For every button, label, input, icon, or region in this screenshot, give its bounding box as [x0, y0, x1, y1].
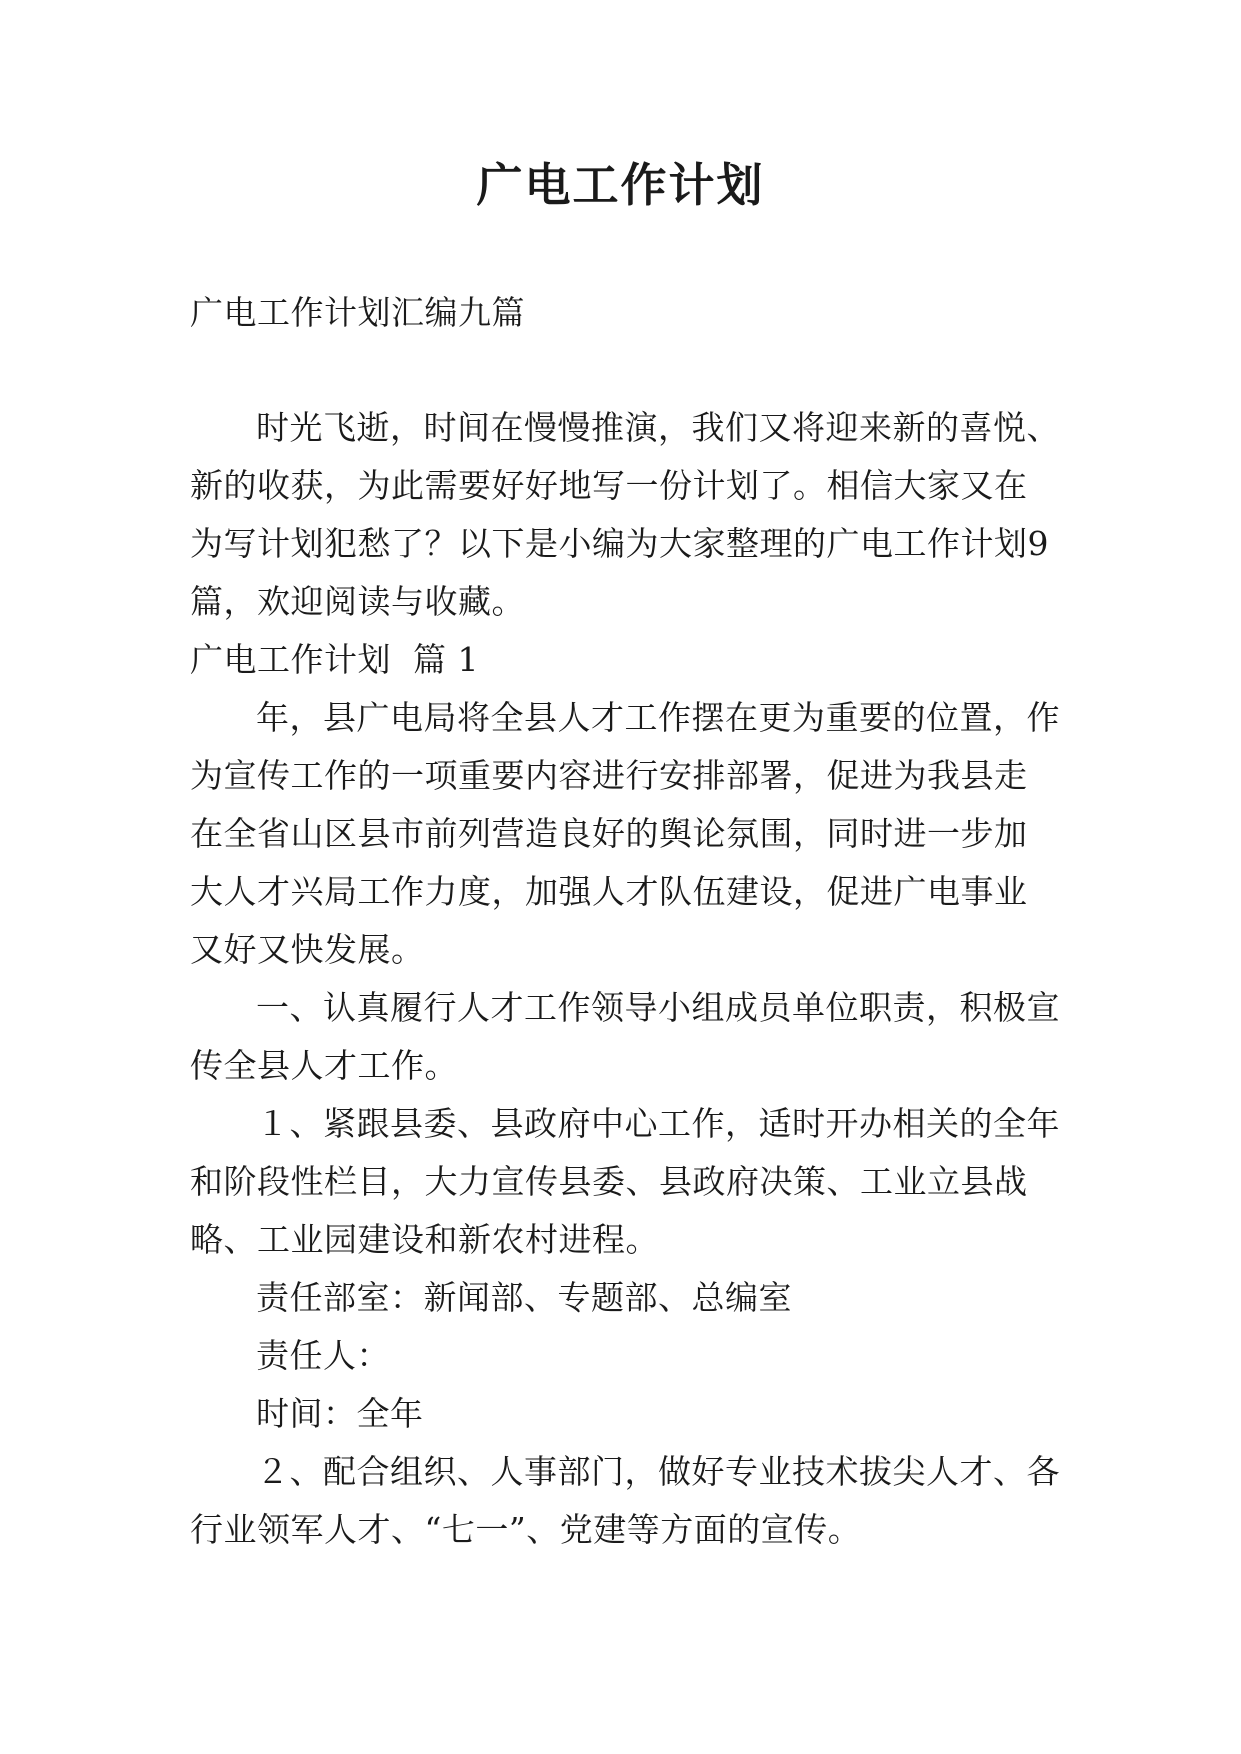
section-heading: 广电工作计划 篇 1	[190, 640, 479, 679]
paragraph-6: 时间：全年	[256, 1394, 424, 1433]
paragraph-1: 年，县广电局将全县人才工作摆在更为重要的位置，作为宣传工作的一项重要内容进行安排部署，促进为我县走在全省山区县市前列营造良好的舆论氛围，同时进一步加大人才兴局工作力度，加强人才队伍建设，促进广电事业又好又快发展。	[190, 698, 1060, 969]
document-title: 广电工作计划	[476, 158, 765, 212]
document-subtitle: 广电工作计划汇编九篇	[190, 293, 525, 332]
paragraph-2: 一、认真履行人才工作领导小组成员单位职责，积极宣传全县人才工作。	[190, 988, 1060, 1085]
document-body	[190, 284, 1060, 1559]
paragraph-5: 责任人：	[256, 1336, 390, 1375]
paragraph-3: １、紧跟县委、县政府中心工作，适时开办相关的全年和阶段性栏目，大力宣传县委、县政府决策、工业立县战略、工业园建设和新农村进程。	[190, 1104, 1060, 1259]
paragraph-4: 责任部室：新闻部、专题部、总编室	[256, 1278, 792, 1317]
paragraph-7: ２、配合组织、人事部门，做好专业技术拔尖人才、各行业领军人才、“七一”、党建等方面的宣传。	[190, 1452, 1060, 1549]
intro-paragraph: 时光飞逝，时间在慢慢推演，我们又将迎来新的喜悦、新的收获，为此需要好好地写一份计划了。相信大家又在为写计划犯愁了？以下是小编为大家整理的广电工作计划9篇，欢迎阅读与收藏。	[190, 408, 1060, 621]
